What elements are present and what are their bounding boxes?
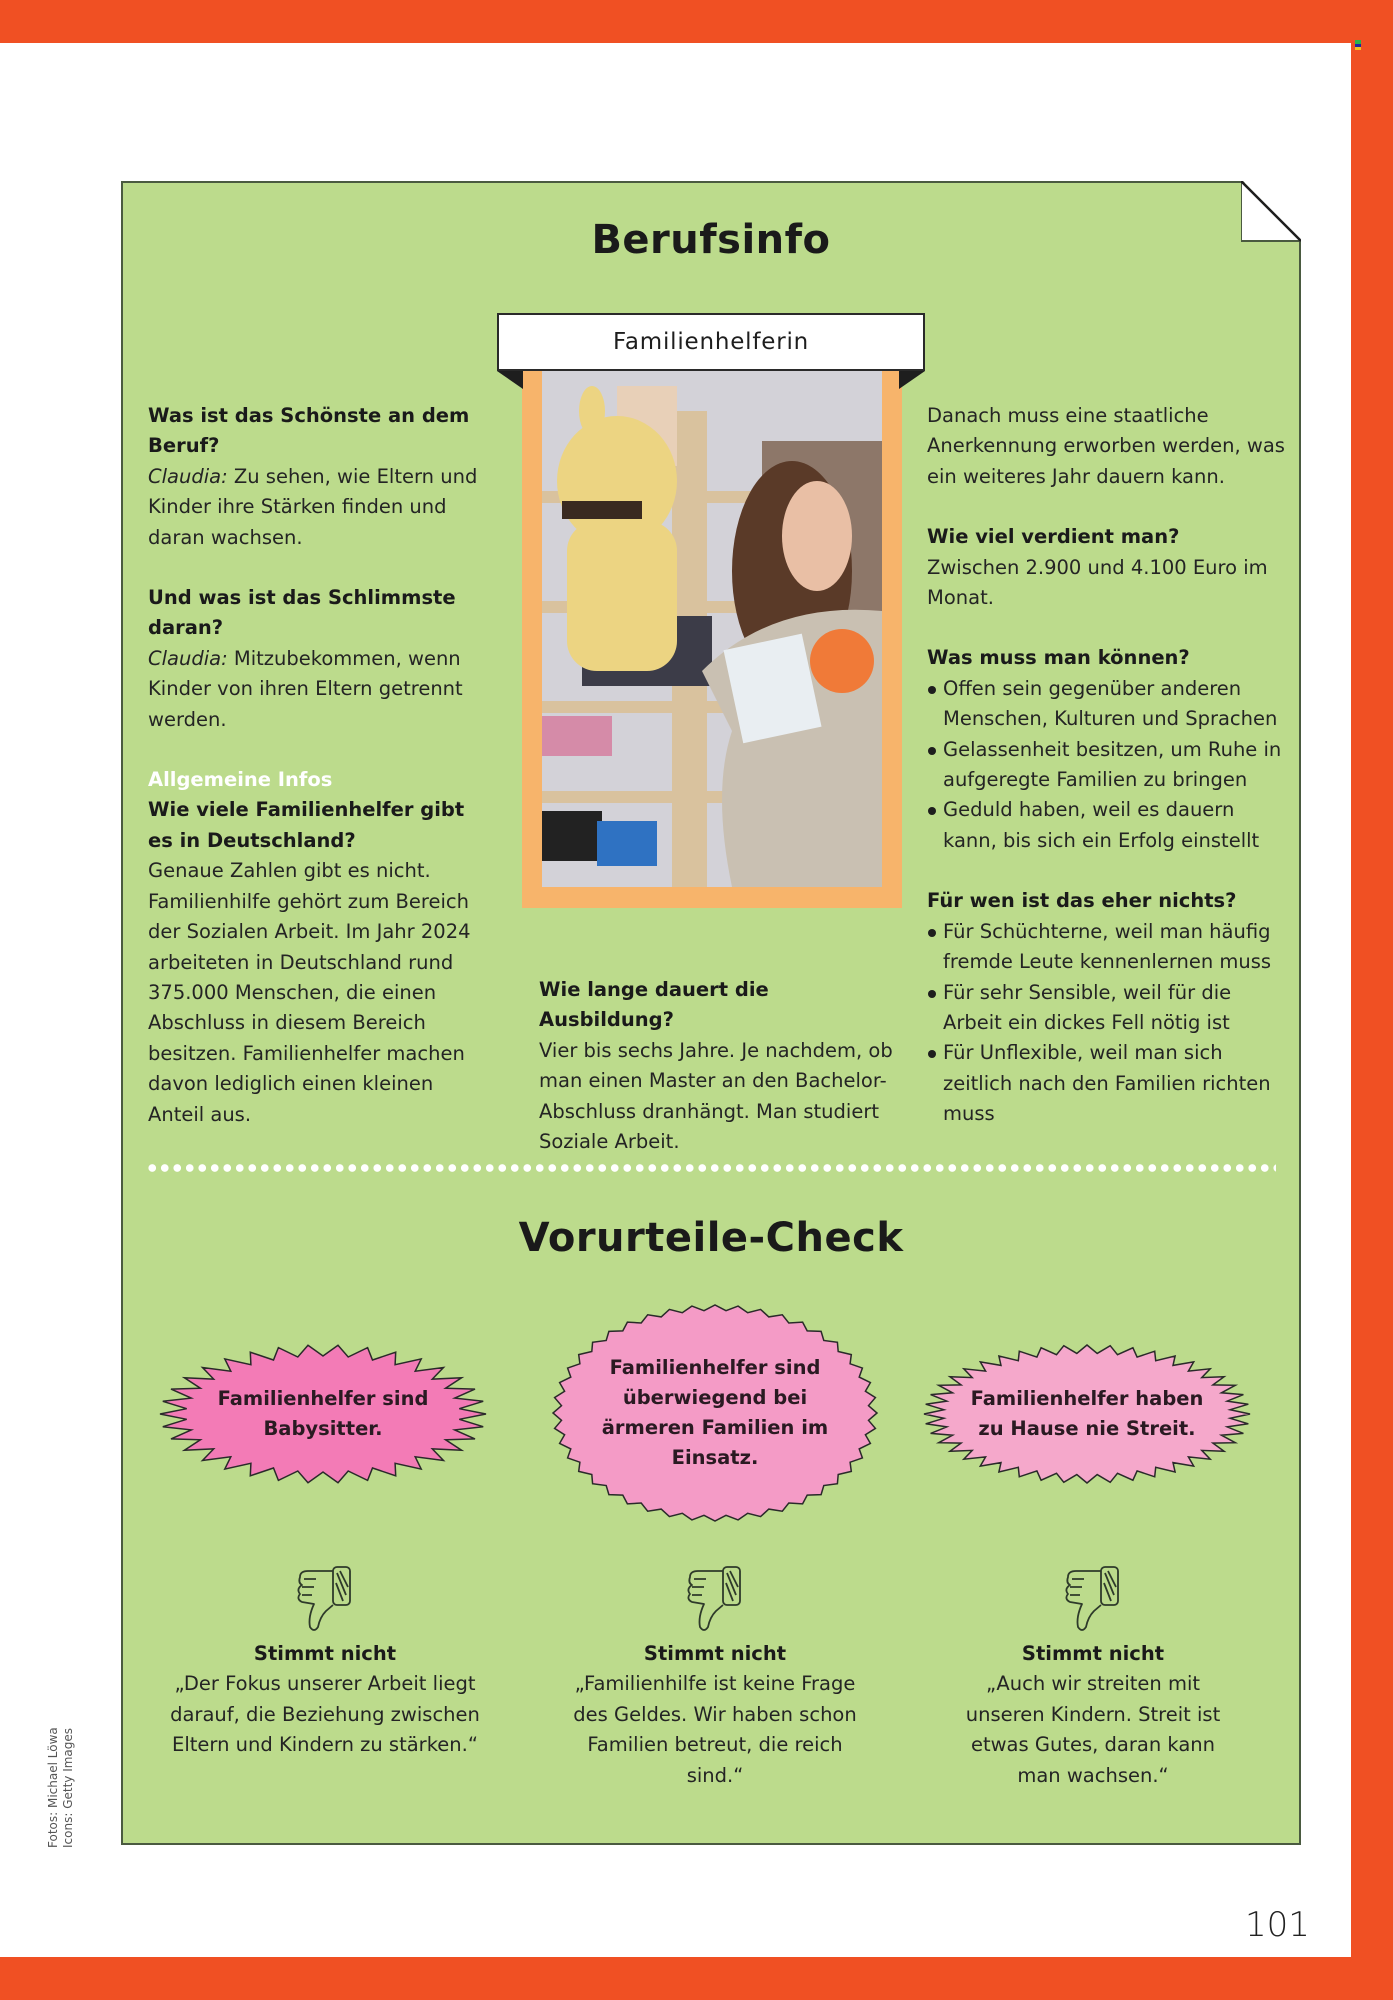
verdict-title: Stimmt nicht	[1021, 1642, 1165, 1665]
registration-mark	[1355, 40, 1361, 50]
answer-how-many: Genaue Zahlen gibt es nicht. Familienhilfe gehört zum Bereich der Sozialen Arbeit. Im Jahr 2024 arbeiteten in Deutschland rund 375.000 Menschen, die einen Abschluss in diesem Bereich besitzen. Familienhelfer machen davon lediglich einen kleinen Anteil aus.	[148, 859, 471, 1126]
list-item: Für sehr Sensible, weil für die Arbeit ein dickes Fell nötig ist	[927, 978, 1287, 1039]
page-number: 101	[1245, 1905, 1310, 1945]
answer-best-part	[148, 462, 478, 553]
thumbs-down-icon	[1058, 1565, 1128, 1635]
claim-burst-2	[550, 1302, 880, 1524]
answer-text: Zu sehen, wie Eltern und Kinder ihre Stärken finden und daran wachsen.	[148, 464, 478, 549]
section-title-berufsinfo: Berufsinfo	[591, 217, 831, 263]
skills-list	[927, 674, 1287, 856]
credit-photos: Fotos: Michael Löwa	[46, 1727, 60, 1848]
claim-text: Familienhelfer sind Babysitter.	[217, 1387, 429, 1440]
thumbs-down-icon	[290, 1565, 360, 1635]
banner-fold-right	[899, 371, 925, 389]
speaker-name: Claudia:	[148, 646, 228, 670]
verdict-quote: „Familienhilfe ist keine Frage des Geldes. Wir haben schon Familien betreut, die reich sind.“	[573, 1672, 857, 1787]
right-column	[927, 401, 1287, 1130]
question-best-part: Was ist das Schönste an dem Beruf?	[148, 404, 470, 458]
claim-burst-1	[158, 1343, 488, 1485]
list-item: Für Unflexible, weil man sich zeitlich nach den Familien richten muss	[927, 1038, 1287, 1129]
list-item: Für Schüchterne, weil man häufig fremde Leute kennenlernen muss	[927, 917, 1287, 978]
verdict-3	[948, 1565, 1238, 1791]
question-training-duration: Wie lange dauert die Ausbildung?	[539, 978, 769, 1032]
question-skills: Was muss man können?	[927, 646, 1190, 670]
not-for-list	[927, 917, 1287, 1130]
verdict-quote: „Auch wir streiten mit unseren Kindern. Streit ist etwas Gutes, daran kann man wachsen.“	[965, 1672, 1221, 1787]
speaker-name: Claudia:	[148, 464, 228, 488]
photo-familienhelferin	[542, 371, 882, 887]
answer-text: Mitzubekommen, wenn Kinder von ihren Eltern getrennt werden.	[148, 646, 463, 731]
question-how-many: Wie viele Familienhelfer gibt es in Deutschland?	[148, 798, 465, 852]
answer-salary: Zwischen 2.900 und 4.100 Euro im Monat.	[927, 555, 1268, 610]
credit-icons: Icons: Getty Images	[61, 1727, 75, 1848]
recognition-text: Danach muss eine staatliche Anerkennung erworben werden, was ein weiteres Jahr dauern kann.	[927, 404, 1285, 488]
verdict-2	[572, 1565, 858, 1791]
question-worst-part: Und was ist das Schlimmste daran?	[148, 586, 456, 640]
verdict-title: Stimmt nicht	[253, 1642, 397, 1665]
claim-text: Familienhelfer haben zu Hause nie Streit.	[970, 1387, 1204, 1440]
section-label-allgemeine-infos: Allgemeine Infos	[148, 768, 333, 792]
claim-text: Familienhelfer sind überwiegend bei ärmeren Familien im Einsatz.	[601, 1356, 829, 1469]
photo-credits	[46, 1727, 76, 1848]
photo-frame	[522, 371, 902, 908]
question-not-for-whom: Für wen ist das eher nichts?	[927, 889, 1237, 913]
verdict-quote: „Der Fokus unserer Arbeit liegt darauf, die Beziehung zwischen Eltern und Kindern zu stärken.“	[170, 1672, 480, 1757]
question-salary: Wie viel verdient man?	[927, 525, 1180, 549]
verdict-1	[170, 1565, 480, 1761]
job-title-banner: Familienhelferin	[497, 313, 925, 371]
middle-column	[539, 975, 899, 1157]
dotted-divider	[146, 1163, 1276, 1173]
claim-burst-3	[922, 1343, 1252, 1485]
answer-worst-part	[148, 644, 478, 735]
list-item: Geduld haben, weil es dauern kann, bis sich ein Erfolg einstellt	[927, 795, 1287, 856]
banner-fold-left	[497, 371, 523, 389]
verdict-title: Stimmt nicht	[643, 1642, 787, 1665]
thumbs-down-icon	[680, 1565, 750, 1635]
photo-illustration	[542, 371, 882, 887]
list-item: Offen sein gegenüber anderen Menschen, Kulturen und Sprachen	[927, 674, 1287, 735]
list-item: Gelassenheit besitzen, um Ruhe in aufgeregte Familien zu bringen	[927, 735, 1287, 796]
left-column	[148, 401, 478, 1130]
answer-training-duration: Vier bis sechs Jahre. Je nachdem, ob man einen Master an den Bachelor-Abschluss dranhängt. Man studiert Soziale Arbeit.	[539, 1038, 893, 1154]
section-title-vorurteile-check: Vorurteile-Check	[518, 1215, 904, 1261]
